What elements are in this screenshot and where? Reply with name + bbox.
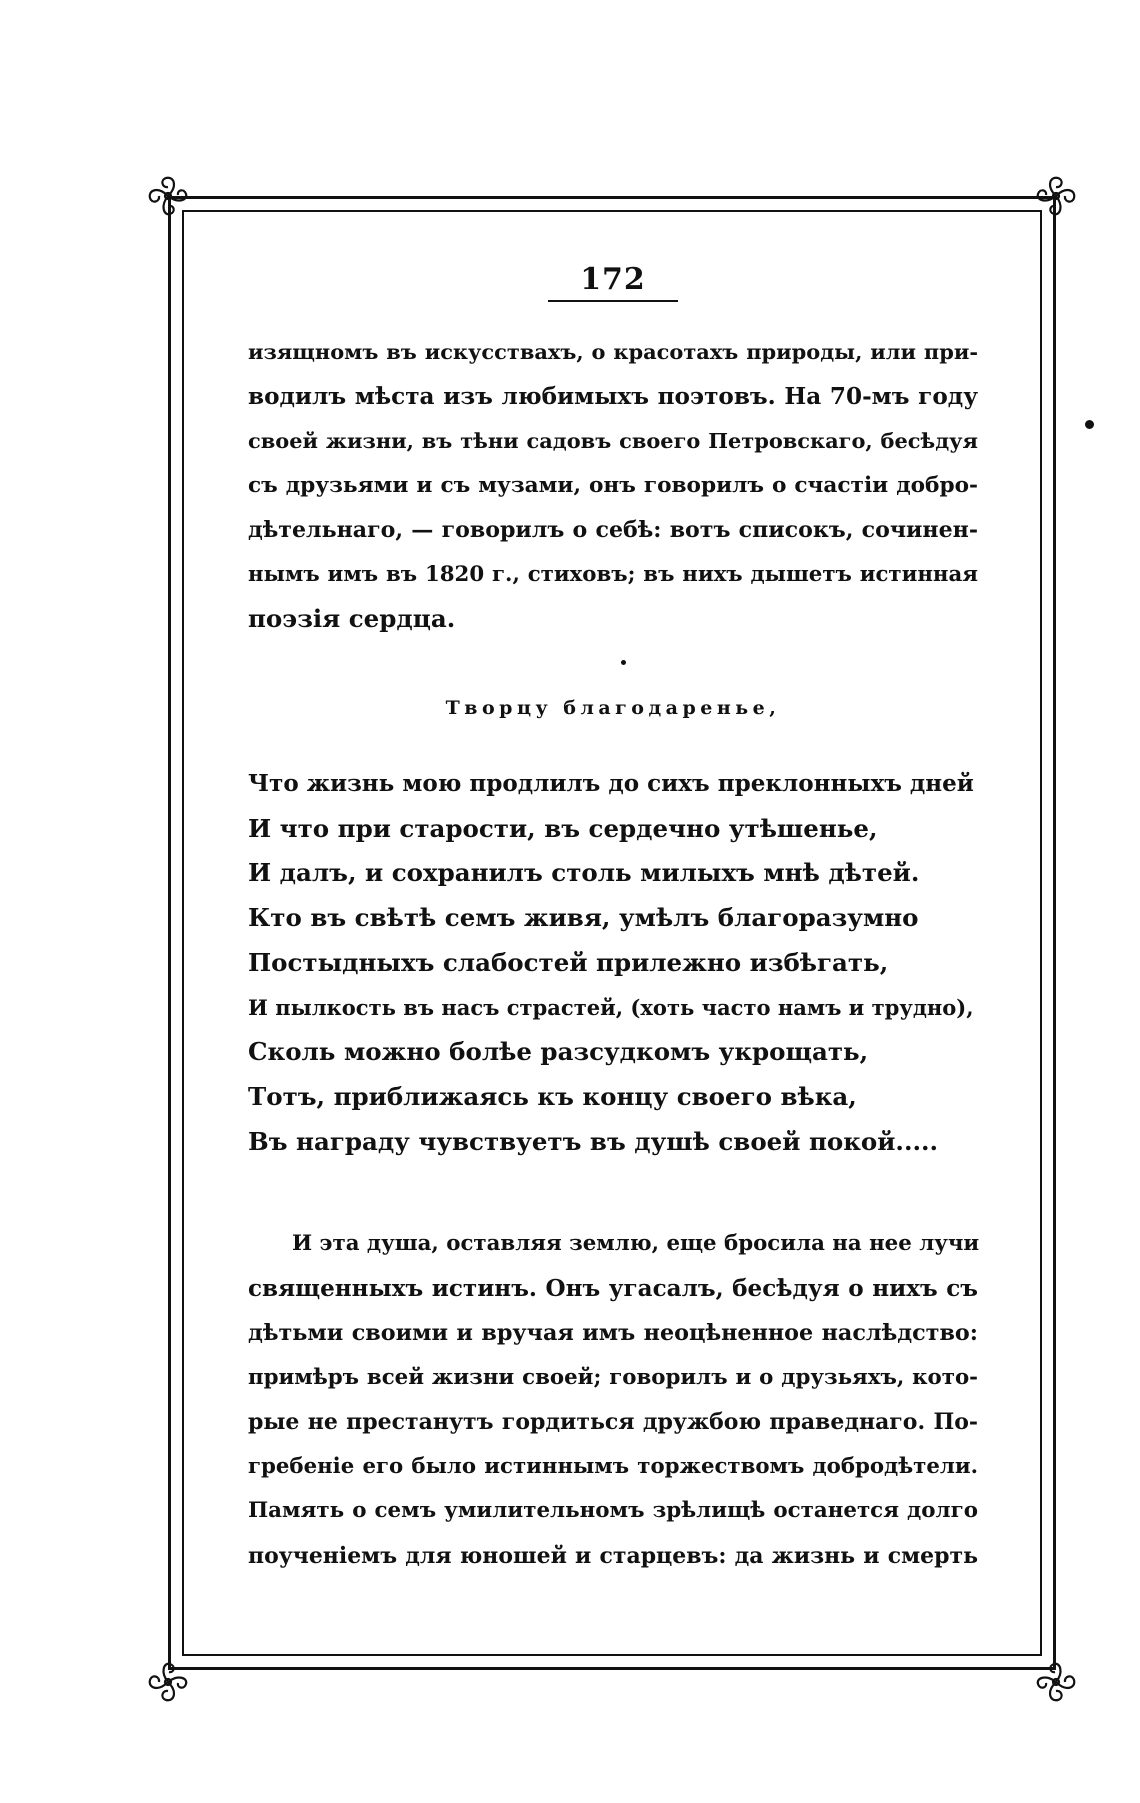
corner-ornament-top-right-icon — [1014, 168, 1084, 238]
poem-title: Творцу благодаренье, — [445, 697, 781, 719]
paragraph-line: И эта душа, оставляя землю, еще бросила на нее лучи — [292, 1231, 980, 1256]
paragraph-line: съ друзьями и съ музами, онъ говорилъ о счастіи добро- — [248, 472, 978, 498]
paragraph-line: поэзія сердца. — [248, 604, 456, 633]
paragraph-line: поученіемъ для юношей и старцевъ: да жизнь и смерть — [248, 1542, 978, 1569]
paragraph-line: священныхъ истинъ. Онъ угасалъ, бесѣдуя о нихъ съ — [248, 1274, 978, 1302]
paragraph-line: рые не престанутъ гордиться дружбою праведнаго. По- — [248, 1409, 978, 1435]
poem-verse: И пылкость въ насъ страстей, (хоть часто намъ и трудно), — [248, 994, 974, 1020]
paragraph-line: водилъ мѣста изъ любимыхъ поэтовъ. На 70-мъ году — [248, 382, 978, 410]
poem-verse: Тотъ, приближаясь къ концу своего вѣка, — [248, 1081, 857, 1111]
page-number-rule — [548, 300, 678, 302]
paragraph-line: дѣтельнаго, — говорилъ о себѣ: вотъ списокъ, сочинен- — [248, 517, 978, 543]
paragraph-line: изящномъ въ искусствахъ, о красотахъ природы, или при- — [248, 339, 978, 364]
scan-speck — [621, 660, 626, 665]
poem — [248, 762, 978, 1164]
paragraph-line: примѣръ всей жизни своей; говорилъ и о друзьяхъ, кото- — [248, 1364, 978, 1390]
scan-speck — [1085, 420, 1094, 429]
paragraph-line: гребеніе его было истиннымъ торжествомъ добродѣтели. — [248, 1453, 978, 1479]
poem-verse: Въ награду чувствуетъ въ душѣ своей покой..... — [248, 1126, 939, 1156]
paragraph-line: нымъ имъ въ 1820 г., стиховъ; въ нихъ дышетъ истинная — [248, 561, 978, 587]
paragraph-line: Память о семъ умилительномъ зрѣлищѣ останется долго — [248, 1498, 978, 1523]
corner-ornament-top-left-icon — [140, 168, 210, 238]
page-number: 172 — [580, 262, 646, 297]
paragraph-2 — [248, 1222, 978, 1578]
corner-ornament-bottom-left-icon — [140, 1640, 210, 1710]
poem-verse: Сколь можно болѣе разсудкомъ укрощать, — [248, 1037, 869, 1067]
poem-verse: Кто въ свѣтѣ семъ живя, умѣлъ благоразумно — [248, 903, 919, 933]
poem-verse: И что при старости, въ сердечно утѣшенье, — [248, 813, 878, 843]
corner-ornament-bottom-right-icon — [1014, 1640, 1084, 1710]
poem-verse: Что жизнь мою продлилъ до сихъ преклонныхъ дней — [248, 770, 974, 797]
poem-verse: Постыдныхъ слабостей прилежно избѣгать, — [248, 947, 889, 977]
paragraph-line: своей жизни, въ тѣни садовъ своего Петровскаго, бесѣдуя — [248, 428, 978, 453]
paragraph-1 — [248, 330, 978, 642]
paragraph-line: дѣтьми своими и вручая имъ неоцѣненное наслѣдство: — [248, 1320, 978, 1346]
poem-verse: И далъ, и сохранилъ столь милыхъ мнѣ дѣтей. — [248, 858, 920, 888]
